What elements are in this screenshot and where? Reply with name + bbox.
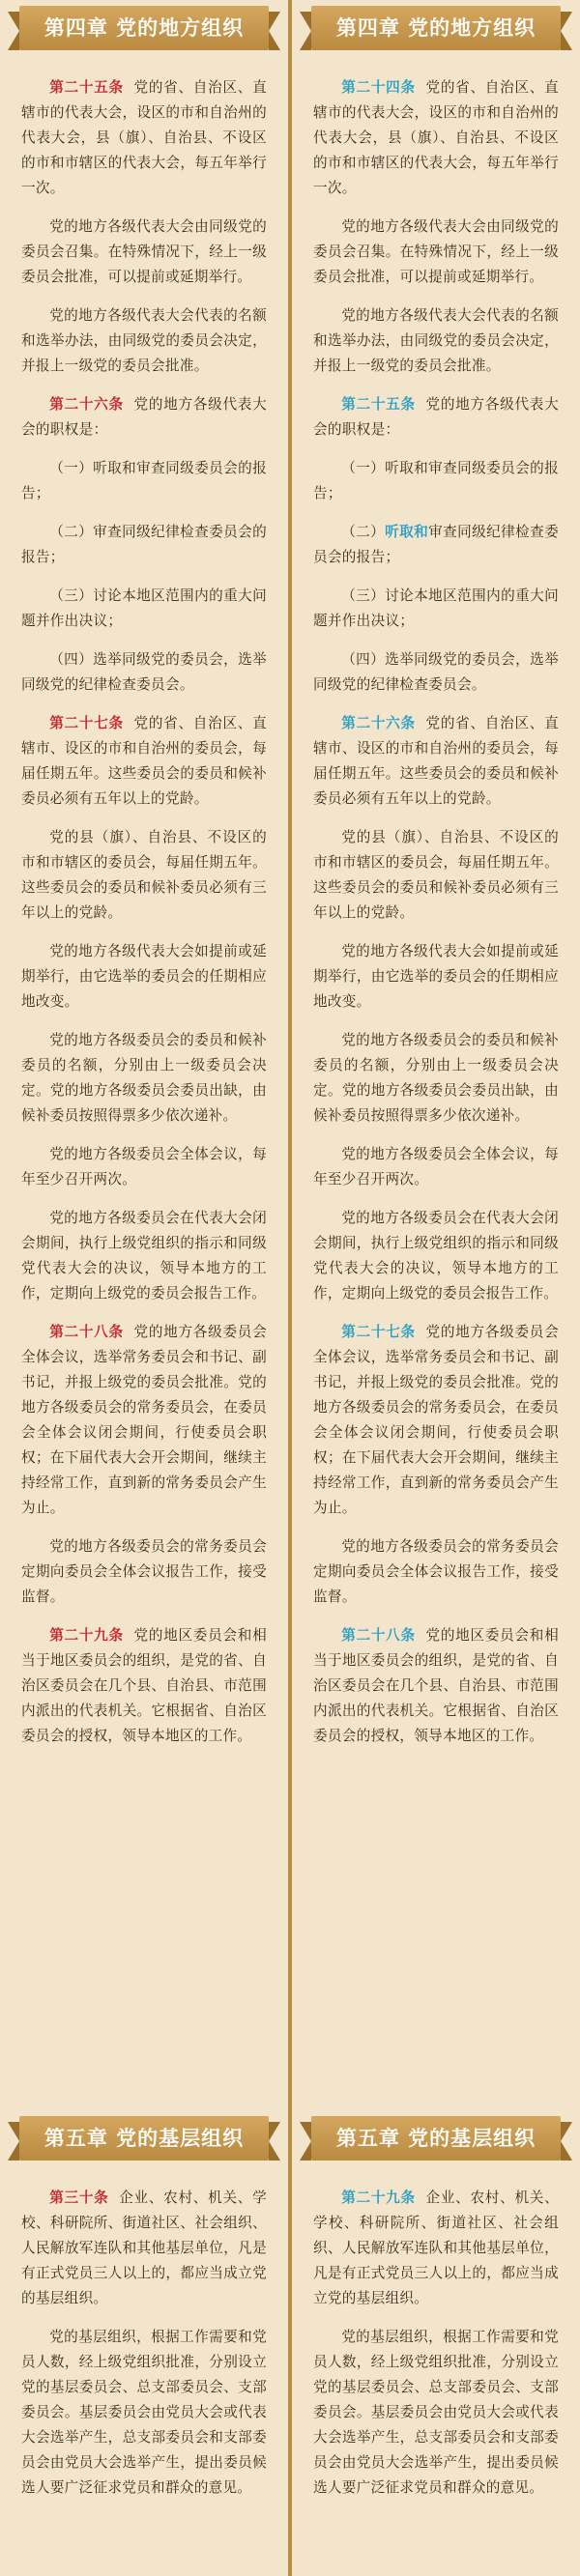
list-item: （三）讨论本地区范围内的重大问题并作出决议； (21, 587, 267, 629)
chapter-title: 第四章 党的地方组织 (335, 15, 536, 40)
list-item: （二）听取和审查同级纪律检查委员会的报告； (313, 524, 559, 565)
article-label: 第二十六条 (341, 715, 416, 731)
article-label: 第二十六条 (49, 396, 124, 413)
article-paragraph: 第二十七条 党的地方各级委员会全体会议，选举常务委员会和书记、副书记，并报上级党的委员会批准。党的地方各级委员会的常务委员会，在委员会全体会议闭会期间，行使委员会职权；在下届代表大会开会期间，继续主持经常工作，直到新的常务委员会产生为止。 (313, 1324, 559, 1516)
paragraph: 党的地方各级代表大会代表的名额和选举办法，由同级党的委员会决定，并报上一级党的委员会批准。 (21, 307, 267, 374)
chapter-4-banner (300, 6, 572, 54)
center-divider (288, 0, 292, 2576)
article-paragraph: 第二十八条 党的地方各级委员会全体会议，选举常务委员会和书记、副书记，并报上级党的委员会批准。党的地方各级委员会的常务委员会，在委员会全体会议闭会期间，行使委员会职权；在下届代表大会开会期间，继续主持经常工作，直到新的常务委员会产生为止。 (21, 1324, 267, 1516)
chapter-4-banner (8, 6, 280, 54)
paragraph: 党的地方各级代表大会由同级党的委员会召集。在特殊情况下，经上一级委员会批准，可以提前或延期举行。 (21, 218, 267, 285)
article-paragraph: 第二十九条 党的地区委员会和相当于地区委员会的组织，是党的省、自治区委员会在几个县、自治县、市范围内派出的代表机关。它根据省、自治区委员会的授权，领导本地区的工作。 (21, 1627, 267, 1744)
article-label: 第二十八条 (341, 1627, 416, 1644)
highlighted-text: 听取和 (385, 524, 429, 540)
article-label: 第二十九条 (49, 1627, 124, 1644)
article-paragraph: 第二十六条 党的省、自治区、直辖市、设区的市和自治州的委员会，每届任期五年。这些委员会的委员和候补委员必须有五年以上的党龄。 (313, 715, 559, 807)
chapter-4-body (8, 58, 280, 1762)
chapter-5-banner (300, 2116, 572, 2164)
paragraph: 党的地方各级代表大会如提前或延期举行，由它选举的委员会的任期相应地改变。 (313, 943, 559, 1010)
paragraph: 党的县（旗）、自治县、不设区的市和市辖区的委员会，每届任期五年。这些委员会的委员和候补委员必须有三年以上的党龄。 (313, 829, 559, 921)
list-item: （一）听取和审查同级委员会的报告； (313, 460, 559, 501)
paragraph: 党的地方各级委员会的委员和候补委员的名额，分别由上一级委员会决定。党的地方各级委员会委员出缺，由候补委员按照得票多少依次递补。 (313, 1032, 559, 1124)
paragraph: 党的县（旗）、自治县、不设区的市和市辖区的委员会，每届任期五年。这些委员会的委员和候补委员必须有三年以上的党龄。 (21, 829, 267, 921)
list-item: （三）讨论本地区范围内的重大问题并作出决议； (313, 587, 559, 629)
list-item: （四）选举同级党的委员会，选举同级党的纪律检查委员会。 (21, 651, 267, 693)
paragraph: 党的地方各级委员会在代表大会闭会期间，执行上级党组织的指示和同级党代表大会的决议，领导本地方的工作，定期向上级党的委员会报告工作。 (21, 1210, 267, 1302)
article-paragraph: 第二十四条 党的省、自治区、直辖市的代表大会，设区的市和自治州的代表大会，县（旗）、自治县、不设区的市和市辖区的代表大会，每五年举行一次。 (313, 79, 559, 196)
list-item: （一）听取和审查同级委员会的报告； (21, 460, 267, 501)
paragraph: 党的地方各级委员会在代表大会闭会期间，执行上级党组织的指示和同级党代表大会的决议，领导本地方的工作，定期向上级党的委员会报告工作。 (313, 1210, 559, 1302)
article-label: 第二十五条 (341, 396, 416, 413)
article-label: 第二十四条 (341, 79, 416, 96)
chapter-title: 第四章 党的地方组织 (44, 15, 245, 40)
article-paragraph: 第二十五条 党的省、自治区、直辖市的代表大会，设区的市和自治州的代表大会，县（旗）、自治县、不设区的市和市辖区的代表大会，每五年举行一次。 (21, 79, 267, 196)
chapter-5-body (8, 2168, 280, 2514)
paragraph: 党的地方各级代表大会由同级党的委员会召集。在特殊情况下，经上一级委员会批准，可以提前或延期举行。 (313, 218, 559, 285)
chapter-title: 第五章 党的基层组织 (335, 2126, 536, 2150)
paragraph: 党的地方各级代表大会如提前或延期举行，由它选举的委员会的任期相应地改变。 (21, 943, 267, 1010)
chapter-title: 第五章 党的基层组织 (44, 2126, 245, 2150)
article-label: 第二十五条 (49, 79, 124, 96)
paragraph: 党的地方各级委员会的委员和候补委员的名额，分别由上一级委员会决定。党的地方各级委员会委员出缺，由候补委员按照得票多少依次递补。 (21, 1032, 267, 1124)
chapter-5-banner (8, 2116, 280, 2164)
paragraph: 党的地方各级委员会的常务委员会定期向委员会全体会议报告工作，接受监督。 (21, 1538, 267, 1605)
paragraph: 党的基层组织，根据工作需要和党员人数，经上级党组织批准，分别设立党的基层委员会、总支部委员会、支部委员会。基层委员会由党员大会或代表大会选举产生，总支部委员会和支部委员会由党员大会选举产生，提出委员候选人要广泛征求党员和群众的意见。 (313, 2329, 559, 2496)
article-label: 第二十九条 (341, 2190, 416, 2206)
paragraph: 党的地方各级委员会全体会议，每年至少召开两次。 (313, 1146, 559, 1188)
article-paragraph: 第二十九条 企业、农村、机关、学校、科研院所、街道社区、社会组织、人民解放军连队和其他基层单位，凡是有正式党员三人以上的，都应当成立党的基层组织。 (313, 2190, 559, 2306)
article-paragraph: 第二十五条 党的地方各级代表大会的职权是： (313, 396, 559, 438)
list-item: （二）审查同级纪律检查委员会的报告； (21, 524, 267, 565)
article-paragraph: 第二十六条 党的地方各级代表大会的职权是： (21, 396, 267, 438)
article-paragraph: 第二十七条 党的省、自治区、直辖市、设区的市和自治州的委员会，每届任期五年。这些委员会的委员和候补委员必须有五年以上的党龄。 (21, 715, 267, 807)
list-item: （四）选举同级党的委员会，选举同级党的纪律检查委员会。 (313, 651, 559, 693)
paragraph: 党的基层组织，根据工作需要和党员人数，经上级党组织批准，分别设立党的基层委员会、总支部委员会、支部委员会。基层委员会由党员大会或代表大会选举产生，总支部委员会和支部委员会由党员大会选举产生，提出委员候选人要广泛征求党员和群众的意见。 (21, 2329, 267, 2496)
article-label: 第二十七条 (341, 1324, 416, 1340)
paragraph: 党的地方各级代表大会代表的名额和选举办法，由同级党的委员会决定，并报上一级党的委员会批准。 (313, 307, 559, 374)
paragraph: 党的地方各级委员会全体会议，每年至少召开两次。 (21, 1146, 267, 1188)
article-paragraph: 第三十条 企业、农村、机关、学校、科研院所、街道社区、社会组织、人民解放军连队和其他基层单位，凡是有正式党员三人以上的，都应当成立党的基层组织。 (21, 2190, 267, 2306)
article-label: 第二十七条 (49, 715, 124, 731)
chapter-5-body (300, 2168, 572, 2514)
article-label: 第二十八条 (49, 1324, 124, 1340)
article-label: 第三十条 (49, 2190, 109, 2206)
paragraph: 党的地方各级委员会的常务委员会定期向委员会全体会议报告工作，接受监督。 (313, 1538, 559, 1605)
chapter-4-body (300, 58, 572, 1762)
article-paragraph: 第二十八条 党的地区委员会和相当于地区委员会的组织，是党的省、自治区委员会在几个县、自治县、市范围内派出的代表机关。它根据省、自治区委员会的授权，领导本地区的工作。 (313, 1627, 559, 1744)
